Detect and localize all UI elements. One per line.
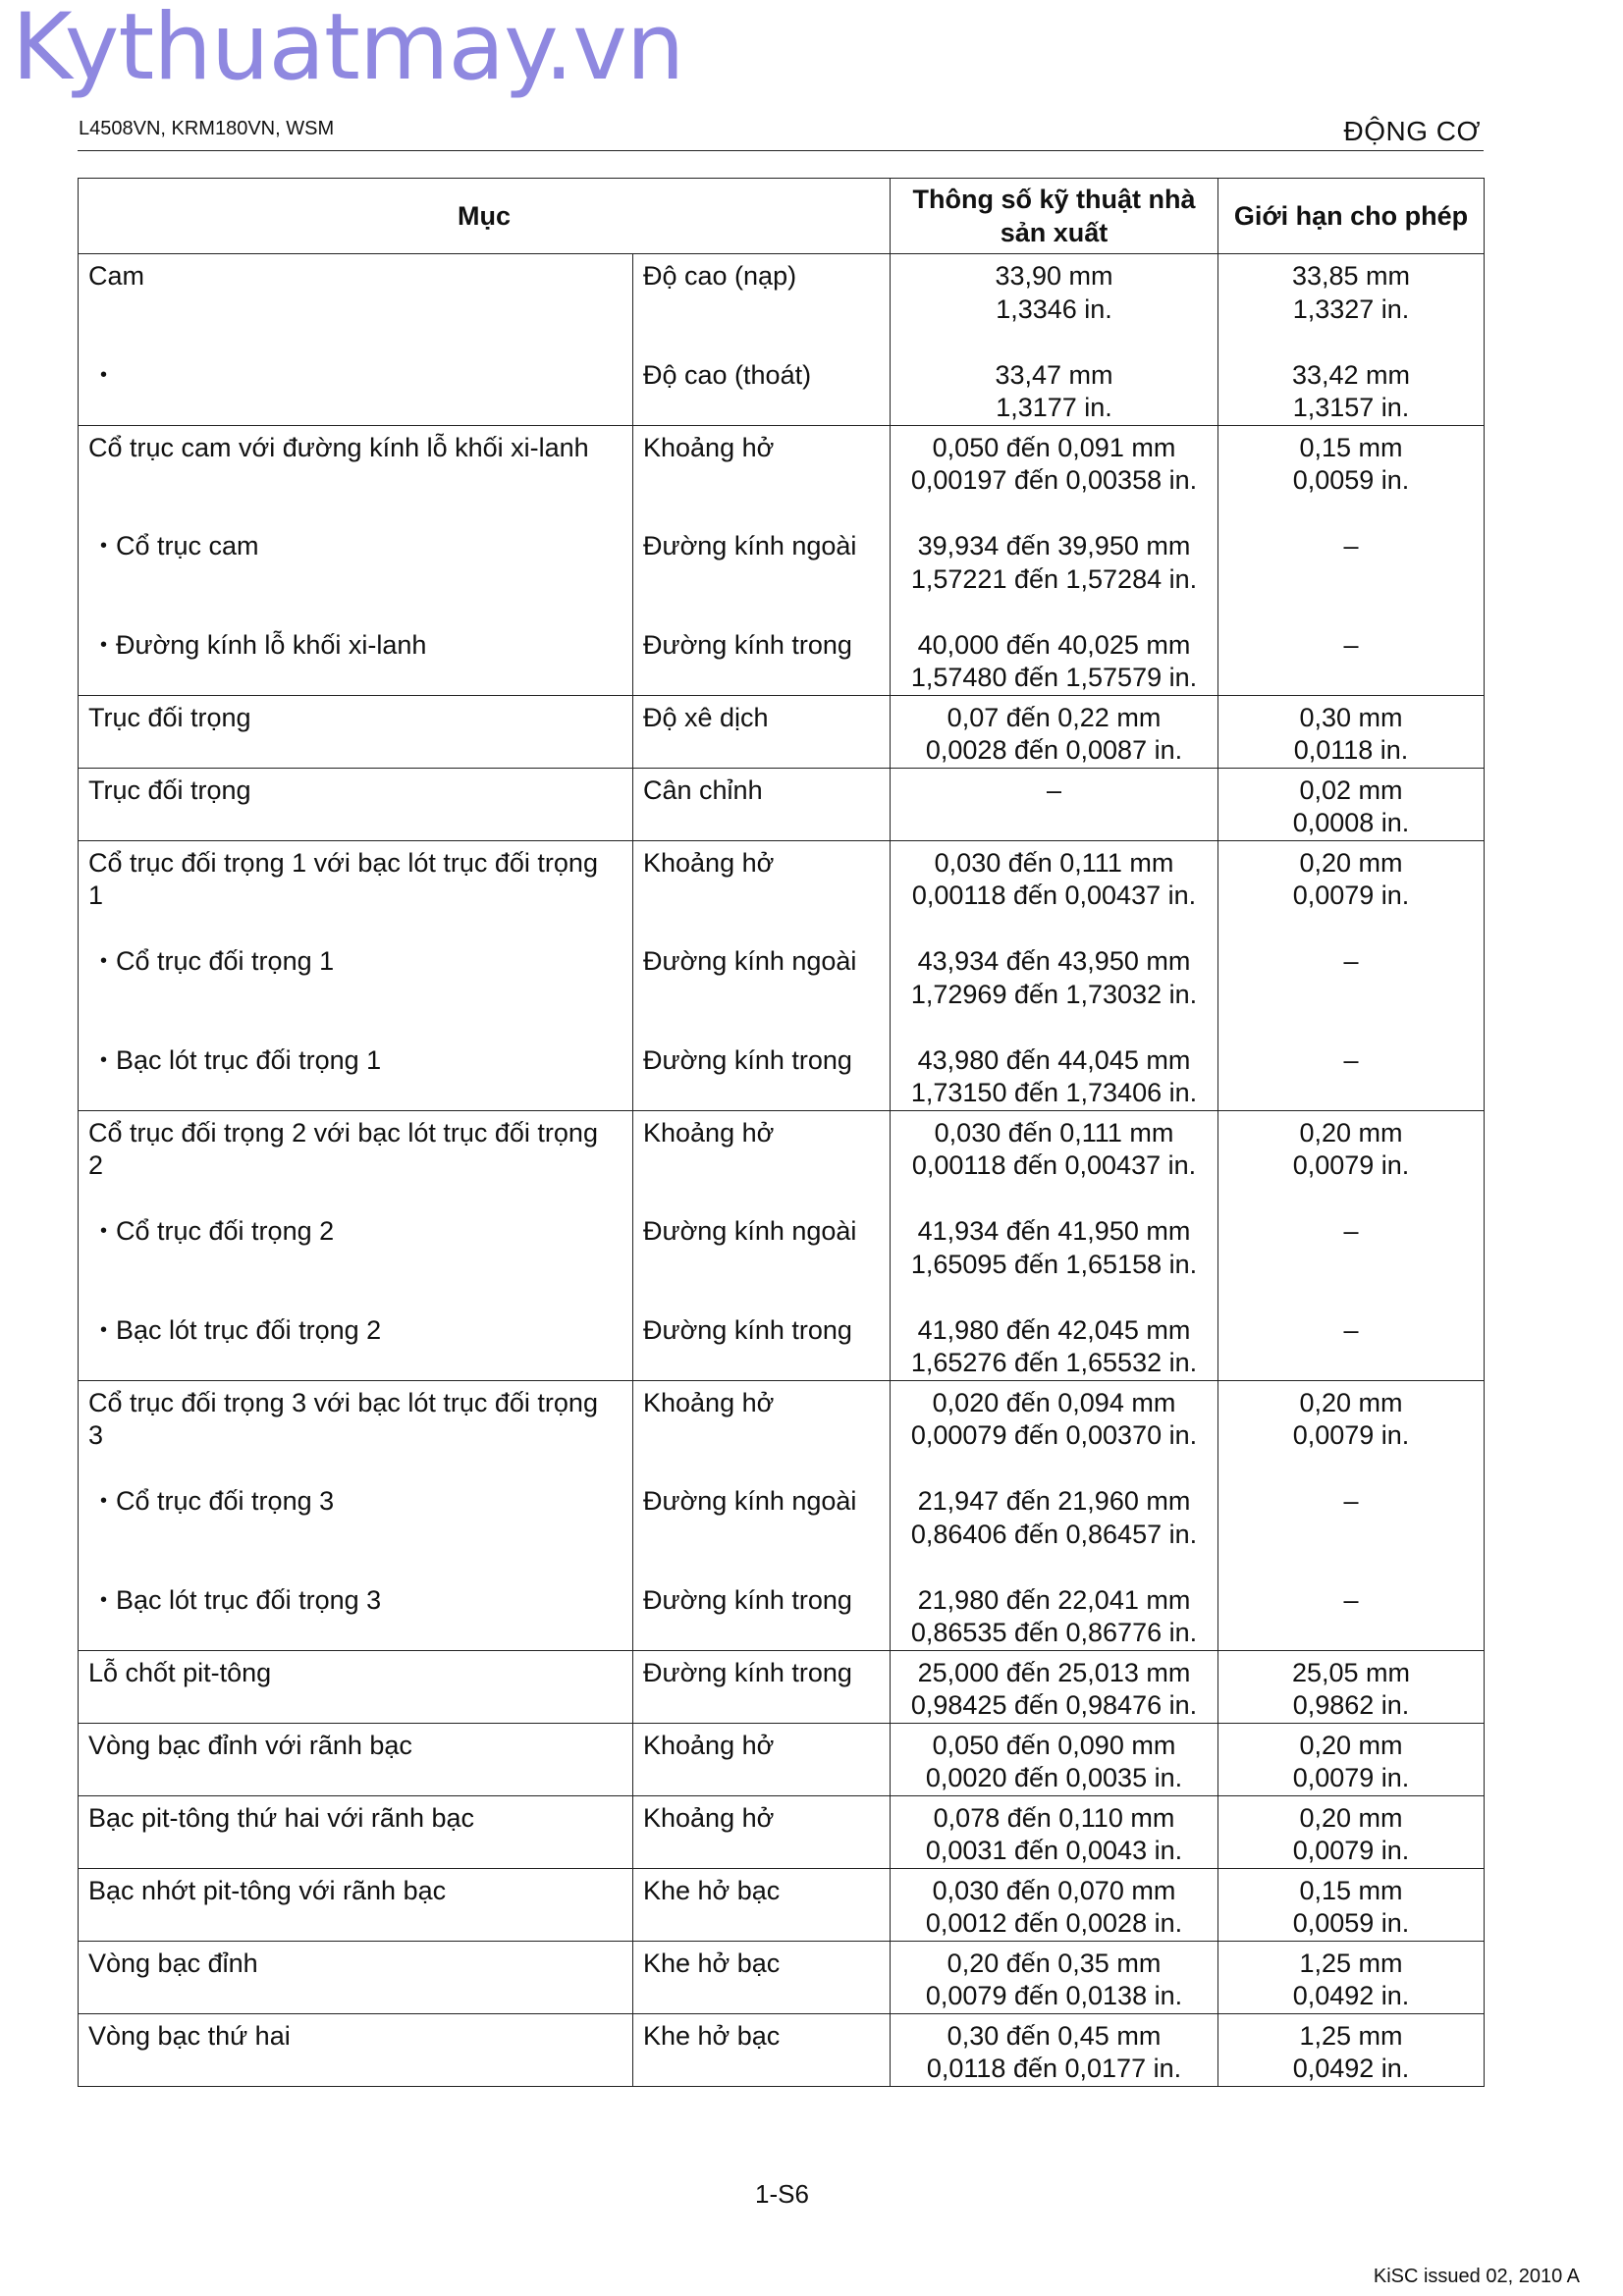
table-row: [79, 1650, 1485, 1723]
table-row: [79, 1941, 1485, 2013]
limit-value: 0,20 mm: [1299, 1730, 1403, 1760]
spec-value: 40,000 đến 40,025 mm: [917, 629, 1191, 660]
spec-value: 39,934 đến 39,950 mm: [917, 531, 1191, 561]
spec-value: 1,65095 đến 1,65158 in.: [910, 1249, 1198, 1279]
limit-value: [1228, 662, 1474, 695]
spec-value: [900, 807, 1208, 840]
spec-value: 21,980 đến 22,041 mm: [917, 1584, 1191, 1615]
spec-cell: [891, 695, 1218, 768]
table-row: [79, 1723, 1485, 1795]
item-cell: [79, 1650, 633, 1723]
measure-cell: [633, 1110, 891, 1380]
limit-value: [1228, 563, 1474, 597]
spec-value: 0,078 đến 0,110 mm: [933, 1802, 1175, 1833]
measure-label: Độ cao (nạp): [643, 261, 797, 291]
limit-value: 0,0059 in.: [1292, 465, 1410, 495]
spec-value: 0,030 đến 0,070 mm: [932, 1875, 1176, 1905]
measure-label: Khe hở bạc: [643, 1948, 781, 1978]
spec-value: 1,3346 in.: [996, 294, 1112, 324]
item-text: Cổ trục đối trọng 3 với bạc lót trục đối trọng: [88, 1387, 598, 1417]
limit-value: 33,42 mm: [1291, 359, 1411, 390]
spec-cell: [891, 1795, 1218, 1868]
sub-item-text: • Cổ trục đối trọng 1: [116, 946, 335, 976]
measure-label: Đường kính ngoài: [643, 531, 857, 561]
table-row: [79, 840, 1485, 1110]
limit-value: 0,20 mm: [1299, 1387, 1403, 1417]
limit-value: –: [1343, 1584, 1359, 1615]
measure-label: Khoảng hở: [643, 1730, 775, 1760]
measure-label: Khoảng hở: [643, 1387, 775, 1417]
spec-cell: [891, 1650, 1218, 1723]
limit-value: 1,3157 in.: [1292, 393, 1410, 422]
limit-value: 1,25 mm: [1299, 2020, 1403, 2051]
item-text: Trục đối trọng: [88, 774, 251, 805]
spec-value: 25,000 đến 25,013 mm: [917, 1657, 1191, 1687]
spec-cell: [891, 1941, 1218, 2013]
limit-cell: [1218, 1110, 1485, 1380]
spec-value: 41,934 đến 41,950 mm: [917, 1216, 1191, 1246]
item-text: 1: [88, 881, 104, 910]
limit-value: 0,0079 in.: [1292, 881, 1410, 910]
spec-cell: [891, 768, 1218, 840]
spec-cell: [891, 1868, 1218, 1941]
measure-cell: [633, 1380, 891, 1650]
spec-value: 0,86406 đến 0,86457 in.: [910, 1519, 1198, 1549]
table-row: [79, 425, 1485, 695]
measure-label: Khoảng hở: [643, 1117, 775, 1148]
item-text: Trục đối trọng: [88, 702, 251, 732]
item-text: Bạc pit-tông thứ hai với rãnh bạc: [88, 1802, 474, 1833]
limit-cell: [1218, 1868, 1485, 1941]
limit-cell: [1218, 1795, 1485, 1868]
spec-cell: [891, 1723, 1218, 1795]
limit-value: [1228, 1519, 1474, 1552]
measure-label: Độ cao (thoát): [643, 359, 812, 390]
limit-value: 0,02 mm: [1299, 774, 1403, 805]
item-text: 2: [88, 1150, 104, 1180]
sub-item-text: • Cổ trục đối trọng 2: [116, 1216, 335, 1246]
measure-cell: [633, 768, 891, 840]
limit-value: [1228, 1249, 1474, 1282]
item-text: Cổ trục đối trọng 2 với bạc lót trục đối trọng: [88, 1117, 598, 1148]
table-row: [79, 1110, 1485, 1380]
spec-value: 0,30 đến 0,45 mm: [947, 2020, 1162, 2051]
spec-value: 0,07 đến 0,22 mm: [947, 702, 1162, 732]
spec-value: 0,0020 đến 0,0035 in.: [925, 1763, 1183, 1792]
limit-value: 1,25 mm: [1299, 1948, 1403, 1978]
spec-cell: [891, 840, 1218, 1110]
measure-label: Đường kính ngoài: [643, 1216, 857, 1246]
limit-value: 0,0079 in.: [1292, 1763, 1410, 1792]
spec-value: 0,00197 đến 0,00358 in.: [910, 465, 1198, 495]
spec-value: 21,947 đến 21,960 mm: [917, 1486, 1191, 1516]
item-text: Lỗ chốt pit-tông: [88, 1657, 272, 1687]
spec-value: –: [1046, 774, 1062, 805]
spec-value: 33,90 mm: [995, 261, 1113, 291]
limit-value: 25,05 mm: [1291, 1657, 1411, 1687]
limit-cell: [1218, 425, 1485, 695]
measure-cell: [633, 1723, 891, 1795]
item-cell: [79, 695, 633, 768]
issue-note: KiSC issued 02, 2010 A: [1373, 2266, 1580, 2287]
limit-cell: [1218, 768, 1485, 840]
spec-value: 0,050 đến 0,091 mm: [932, 432, 1176, 462]
spec-cell: [891, 1380, 1218, 1650]
limit-cell: [1218, 695, 1485, 768]
spec-value: 43,980 đến 44,045 mm: [917, 1044, 1191, 1075]
spec-value: 0,030 đến 0,111 mm: [934, 1117, 1174, 1148]
spec-value: 0,030 đến 0,111 mm: [934, 847, 1174, 878]
item-cell: [79, 1380, 633, 1650]
spec-cell: [891, 2013, 1218, 2086]
measure-label: Đường kính ngoài: [643, 1486, 857, 1516]
limit-value: [1228, 1617, 1474, 1650]
spec-value: 0,20 đến 0,35 mm: [947, 1948, 1162, 1978]
measure-cell: [633, 1795, 891, 1868]
sub-item-text: • Bạc lót trục đối trọng 1: [116, 1044, 382, 1075]
measure-cell: [633, 1941, 891, 2013]
measure-label: Cân chỉnh: [643, 774, 763, 805]
measure-cell: [633, 695, 891, 768]
measure-label: Đường kính trong: [643, 1657, 852, 1687]
item-cell: [79, 254, 633, 426]
spec-value: 0,98425 đến 0,98476 in.: [910, 1690, 1198, 1720]
spec-cell: [891, 1110, 1218, 1380]
measure-cell: [633, 2013, 891, 2086]
measure-cell: [633, 425, 891, 695]
sub-item-text: • Đường kính lỗ khối xi-lanh: [116, 629, 427, 660]
spec-value: 0,0031 đến 0,0043 in.: [925, 1836, 1183, 1865]
spec-cell: [891, 254, 1218, 426]
limit-cell: [1218, 1941, 1485, 2013]
limit-value: 0,0492 in.: [1292, 1981, 1410, 2010]
limit-value: 0,0118 in.: [1293, 735, 1409, 765]
measure-label: Khe hở bạc: [643, 1875, 781, 1905]
limit-value: 0,0059 in.: [1292, 1908, 1410, 1938]
table-row: [79, 1868, 1485, 1941]
header-spec: Thông số kỹ thuật nhà sản xuất: [891, 179, 1218, 254]
item-text: Cổ trục đối trọng 1 với bạc lót trục đối trọng: [88, 847, 598, 878]
item-text: Bạc nhớt pit-tông với rãnh bạc: [88, 1875, 447, 1905]
item-cell: [79, 840, 633, 1110]
limit-value: 0,0079 in.: [1292, 1836, 1410, 1865]
table-row: [79, 1795, 1485, 1868]
table-row: [79, 768, 1485, 840]
limit-cell: [1218, 254, 1485, 426]
spec-value: 1,65276 đến 1,65532 in.: [910, 1348, 1198, 1377]
table-row: [79, 2013, 1485, 2086]
item-cell: [79, 1795, 633, 1868]
spec-value: 0,050 đến 0,090 mm: [932, 1730, 1176, 1760]
limit-value: [1228, 1347, 1474, 1380]
sub-item-text: • Bạc lót trục đối trọng 3: [116, 1584, 382, 1615]
item-text: Vòng bạc đỉnh với rãnh bạc: [88, 1730, 412, 1760]
sub-item-text: • Cổ trục đối trọng 3: [116, 1486, 335, 1516]
spec-value: 1,73150 đến 1,73406 in.: [910, 1078, 1198, 1107]
limit-value: [1228, 979, 1474, 1012]
section-title: ĐỘNG CƠ: [1343, 116, 1481, 146]
limit-value: 1,3327 in.: [1292, 294, 1410, 324]
spec-value: 1,72969 đến 1,73032 in.: [910, 979, 1198, 1009]
spec-value: 0,00118 đến 0,00437 in.: [911, 1150, 1197, 1180]
item-cell: [79, 1868, 633, 1941]
item-cell: [79, 425, 633, 695]
item-cell: [79, 1941, 633, 2013]
spec-value: 0,0118 đến 0,0177 in.: [926, 2054, 1182, 2083]
limit-value: 0,20 mm: [1299, 847, 1403, 878]
limit-value: –: [1343, 946, 1359, 976]
measure-label: Khoảng hở: [643, 432, 775, 462]
item-text: 3: [88, 1420, 104, 1450]
header-divider: [78, 150, 1484, 151]
limit-value: 0,20 mm: [1299, 1117, 1403, 1148]
measure-label: Đường kính ngoài: [643, 946, 857, 976]
table-header-row: [79, 179, 1485, 254]
table-row: [79, 695, 1485, 768]
header-item: Mục: [79, 179, 891, 254]
measure-label: Khoảng hở: [643, 1802, 775, 1833]
limit-cell: [1218, 840, 1485, 1110]
limit-value: 0,15 mm: [1299, 432, 1403, 462]
spec-cell: [891, 425, 1218, 695]
limit-cell: [1218, 2013, 1485, 2086]
table-row: [79, 254, 1485, 426]
measure-cell: [633, 1868, 891, 1941]
limit-value: 0,20 mm: [1299, 1802, 1403, 1833]
limit-value: –: [1343, 629, 1359, 660]
limit-value: 33,85 mm: [1291, 261, 1411, 291]
measure-cell: [633, 254, 891, 426]
page-number: 1-S6: [755, 2179, 809, 2209]
limit-value: –: [1343, 1044, 1359, 1075]
header-limit: Giới hạn cho phép: [1218, 179, 1485, 254]
limit-value: [1228, 1077, 1474, 1110]
measure-label: Khe hở bạc: [643, 2020, 781, 2051]
limit-value: –: [1343, 531, 1359, 561]
spec-value: 33,47 mm: [995, 359, 1113, 390]
watermark-logo: Kythuatmay.vn: [12, 0, 684, 101]
measure-label: Đường kính trong: [643, 1044, 852, 1075]
document-code: L4508VN, KRM180VN, WSM: [79, 118, 335, 139]
spec-value: 0,00079 đến 0,00370 in.: [910, 1420, 1198, 1450]
sub-item-text: • Bạc lót trục đối trọng 2: [116, 1314, 382, 1345]
limit-value: 0,30 mm: [1299, 702, 1403, 732]
spec-value: 1,3177 in.: [996, 393, 1112, 422]
measure-label: Đường kính trong: [643, 629, 852, 660]
limit-value: 0,9862 in.: [1292, 1690, 1410, 1720]
limit-value: 0,0079 in.: [1292, 1420, 1410, 1450]
limit-value: 0,0008 in.: [1292, 808, 1410, 837]
limit-value: –: [1343, 1216, 1359, 1246]
measure-label: Đường kính trong: [643, 1314, 852, 1345]
spec-value: 0,0012 đến 0,0028 in.: [925, 1908, 1183, 1938]
spec-value: 0,86535 đến 0,86776 in.: [910, 1618, 1198, 1647]
limit-cell: [1218, 1723, 1485, 1795]
limit-cell: [1218, 1380, 1485, 1650]
limit-value: 0,0079 in.: [1292, 1150, 1410, 1180]
spec-value: 0,0028 đến 0,0087 in.: [925, 735, 1183, 765]
item-text: Cam: [88, 261, 145, 291]
measure-label: Khoảng hở: [643, 847, 775, 878]
measure-cell: [633, 1650, 891, 1723]
spec-value: 1,57221 đến 1,57284 in.: [910, 563, 1198, 594]
limit-value: –: [1343, 1486, 1359, 1516]
limit-value: –: [1343, 1314, 1359, 1345]
item-cell: [79, 2013, 633, 2086]
table-row: [79, 1380, 1485, 1650]
item-text: Cổ trục cam với đường kính lỗ khối xi-lanh: [88, 432, 589, 462]
item-text: Vòng bạc đỉnh: [88, 1948, 258, 1978]
measure-label: Đường kính trong: [643, 1584, 852, 1615]
item-cell: [79, 768, 633, 840]
spec-value: 0,0079 đến 0,0138 in.: [925, 1981, 1183, 2010]
spec-table: [78, 178, 1485, 2087]
item-cell: [79, 1110, 633, 1380]
measure-cell: [633, 840, 891, 1110]
item-cell: [79, 1723, 633, 1795]
spec-value: 43,934 đến 43,950 mm: [917, 946, 1191, 976]
limit-value: 0,15 mm: [1299, 1875, 1403, 1905]
sub-item-text: • Cổ trục cam: [116, 531, 259, 561]
spec-value: 41,980 đến 42,045 mm: [917, 1314, 1191, 1345]
spec-value: 1,57480 đến 1,57579 in.: [910, 663, 1198, 692]
spec-value: 0,020 đến 0,094 mm: [932, 1387, 1176, 1417]
item-text: Vòng bạc thứ hai: [88, 2020, 291, 2051]
limit-cell: [1218, 1650, 1485, 1723]
measure-label: Độ xê dịch: [643, 702, 769, 732]
limit-value: 0,0492 in.: [1292, 2054, 1410, 2083]
spec-value: 0,00118 đến 0,00437 in.: [911, 881, 1197, 910]
